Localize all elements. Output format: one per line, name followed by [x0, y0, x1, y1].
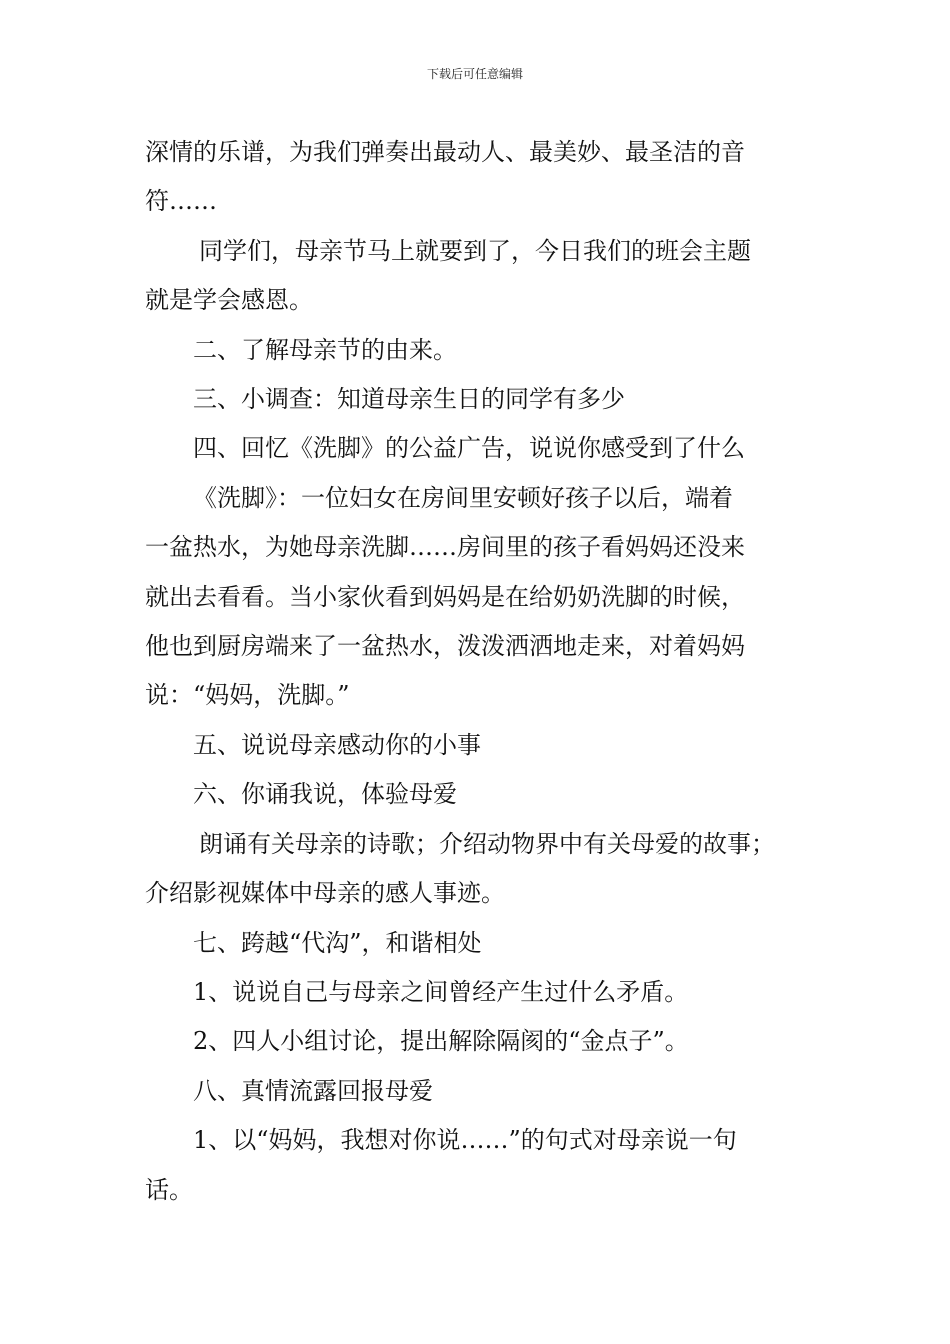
paragraph-line: 就出去看看。当小家伙看到妈妈是在给奶奶洗脚的时候，: [145, 582, 745, 611]
section-heading: 六、你诵我说，体验母爱: [193, 780, 457, 809]
paragraph-line: 一盆热水，为她母亲洗脚……房间里的孩子看妈妈还没来: [145, 533, 745, 562]
section-heading: 七、跨越“代沟”，和谐相处: [193, 928, 482, 957]
section-heading: 二、了解母亲节的由来。: [193, 335, 457, 364]
paragraph-line: 深情的乐谱，为我们弹奏出最动人、最美妙、最圣洁的音: [145, 138, 745, 166]
paragraph-line: 说：“妈妈，洗脚。”: [145, 681, 350, 710]
paragraph-line: 他也到厨房端来了一盆热水，泼泼洒洒地走来，对着妈妈: [145, 632, 745, 661]
paragraph-line: 话。: [145, 1175, 193, 1204]
section-heading: 五、说说母亲感动你的小事: [193, 730, 481, 759]
page-header-note: 下载后可任意编辑: [426, 67, 523, 81]
paragraph-line: 同学们，母亲节马上就要到了，今日我们的班会主题: [199, 236, 751, 265]
paragraph-line: 符……: [145, 187, 217, 216]
paragraph-line: 《洗脚》：一位妇女在房间里安顿好孩子以后，端着: [193, 483, 733, 512]
list-item: 1、说说自己与母亲之间曾经产生过什么矛盾。: [193, 977, 689, 1006]
list-item: 2、四人小组讨论，提出解除隔阂的“金点子”。: [193, 1027, 689, 1056]
section-heading: 四、回忆《洗脚》的公益广告，说说你感受到了什么: [193, 434, 745, 463]
document-body: [145, 128, 811, 1215]
paragraph-line: 就是学会感恩。: [145, 286, 313, 315]
paragraph-line: 朗诵有关母亲的诗歌；介绍动物界中有关母爱的故事；: [199, 829, 775, 858]
paragraph-line: 介绍影视媒体中母亲的感人事迹。: [145, 879, 505, 908]
list-item: 1、以“妈妈，我想对你说……”的句式对母亲说一句: [193, 1126, 737, 1155]
section-heading: 八、真情流露回报母爱: [193, 1076, 433, 1105]
section-heading: 三、小调查：知道母亲生日的同学有多少: [193, 385, 625, 414]
